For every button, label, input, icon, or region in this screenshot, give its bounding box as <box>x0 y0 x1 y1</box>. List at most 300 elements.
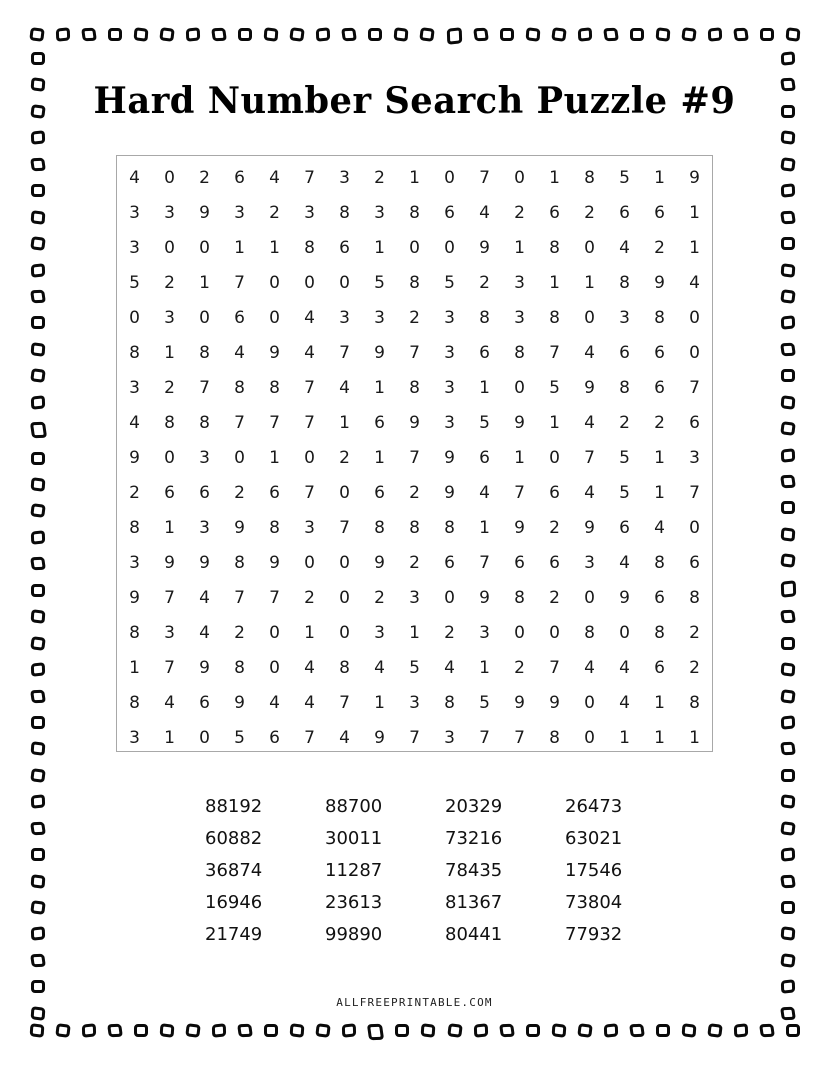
hand-drawn-square-icon <box>447 1023 462 1038</box>
grid-cell: 3 <box>444 727 455 748</box>
hand-drawn-square-icon <box>781 501 795 514</box>
grid-cell: 3 <box>444 412 455 433</box>
grid-cell: 8 <box>409 517 420 538</box>
grid-cell: 4 <box>304 692 315 713</box>
grid-cell: 7 <box>689 377 700 398</box>
grid-cell: 7 <box>409 447 420 468</box>
hand-drawn-square-icon <box>316 27 330 41</box>
border-bottom <box>30 1024 800 1042</box>
grid-cell: 6 <box>269 482 280 503</box>
grid-cell: 3 <box>234 202 245 223</box>
hand-drawn-square-icon <box>733 28 749 41</box>
grid-cell: 8 <box>374 517 385 538</box>
grid-cell: 9 <box>584 377 595 398</box>
hand-drawn-square-icon <box>421 1023 436 1038</box>
grid-cell: 4 <box>584 412 595 433</box>
hand-drawn-square-icon <box>629 1024 645 1037</box>
hand-drawn-square-icon <box>30 768 45 783</box>
grid-cell: 0 <box>619 622 630 643</box>
hand-drawn-square-icon <box>781 316 795 330</box>
grid-cell: 8 <box>129 342 140 363</box>
grid-cell: 1 <box>479 657 490 678</box>
hand-drawn-square-icon <box>31 342 46 357</box>
grid-cell: 4 <box>374 657 385 678</box>
grid-cell: 8 <box>409 272 420 293</box>
hand-drawn-square-icon <box>780 421 795 436</box>
grid-cell: 6 <box>619 342 630 363</box>
hand-drawn-square-icon <box>603 28 619 41</box>
word-list-item: 23613 <box>325 892 383 913</box>
hand-drawn-square-icon <box>264 27 279 42</box>
word-list-item: 77932 <box>565 924 623 945</box>
grid-cell: 8 <box>654 307 665 328</box>
grid-cell: 6 <box>164 482 175 503</box>
grid-cell: 4 <box>479 482 490 503</box>
hand-drawn-square-icon <box>780 157 795 172</box>
hand-drawn-square-icon <box>186 27 200 41</box>
grid-cell: 0 <box>584 587 595 608</box>
hand-drawn-square-icon <box>30 368 45 383</box>
grid-cell: 8 <box>444 692 455 713</box>
hand-drawn-square-icon <box>473 1023 487 1037</box>
grid-cell: 9 <box>269 342 280 363</box>
grid-cell: 0 <box>164 237 175 258</box>
grid-cell: 2 <box>514 202 525 223</box>
grid-cell: 7 <box>199 377 210 398</box>
grid-cell: 3 <box>409 587 420 608</box>
hand-drawn-square-icon <box>603 1023 617 1037</box>
grid-cell: 4 <box>619 692 630 713</box>
grid-cell: 3 <box>689 447 700 468</box>
grid-cell: 0 <box>164 447 175 468</box>
hand-drawn-square-icon <box>30 504 45 519</box>
grid-cell: 1 <box>479 377 490 398</box>
grid-cell: 6 <box>654 657 665 678</box>
grid-cell: 8 <box>339 657 350 678</box>
grid-cell: 8 <box>339 202 350 223</box>
grid-cell: 3 <box>339 307 350 328</box>
grid-cell: 6 <box>234 167 245 188</box>
hand-drawn-square-icon <box>367 1024 384 1040</box>
grid-cell: 9 <box>514 692 525 713</box>
grid-cell: 7 <box>304 482 315 503</box>
hand-drawn-square-icon <box>31 210 46 225</box>
hand-drawn-square-icon <box>780 554 795 569</box>
border-left <box>31 52 49 1020</box>
grid-cell: 2 <box>164 377 175 398</box>
grid-cell: 7 <box>304 412 315 433</box>
grid-cell: 2 <box>654 237 665 258</box>
grid-cell: 4 <box>584 482 595 503</box>
grid-cell: 2 <box>549 517 560 538</box>
grid-cell: 6 <box>619 517 630 538</box>
grid-cell: 9 <box>654 272 665 293</box>
hand-drawn-square-icon <box>237 1024 253 1037</box>
grid-cell: 8 <box>654 552 665 573</box>
hand-drawn-square-icon <box>420 27 435 42</box>
grid-cell: 0 <box>584 727 595 748</box>
grid-cell: 3 <box>339 167 350 188</box>
grid-cell: 2 <box>409 307 420 328</box>
grid-cell: 8 <box>619 377 630 398</box>
grid-cell: 0 <box>339 622 350 643</box>
hand-drawn-square-icon <box>31 530 45 544</box>
grid-cell: 5 <box>129 272 140 293</box>
hand-drawn-square-icon <box>760 28 774 41</box>
hand-drawn-square-icon <box>29 27 44 42</box>
hand-drawn-square-icon <box>341 28 357 41</box>
hand-drawn-square-icon <box>30 158 46 171</box>
grid-cell: 2 <box>409 482 420 503</box>
hand-drawn-square-icon <box>342 1023 356 1037</box>
word-list-item: 73804 <box>565 892 623 913</box>
hand-drawn-square-icon <box>31 316 45 329</box>
hand-drawn-square-icon <box>781 395 796 410</box>
grid-cell: 6 <box>654 342 665 363</box>
hand-drawn-square-icon <box>781 527 796 542</box>
grid-cell: 6 <box>654 587 665 608</box>
hand-drawn-square-icon <box>707 1023 722 1038</box>
grid-cell: 3 <box>304 202 315 223</box>
grid-cell: 2 <box>234 622 245 643</box>
hand-drawn-square-icon <box>780 289 795 304</box>
word-list-item: 17546 <box>565 860 623 881</box>
grid-cell: 0 <box>269 272 280 293</box>
grid-cell: 7 <box>409 342 420 363</box>
number-grid-box <box>116 155 713 752</box>
grid-cell: 2 <box>689 657 700 678</box>
hand-drawn-square-icon <box>655 27 670 42</box>
grid-cell: 6 <box>654 377 665 398</box>
hand-drawn-square-icon <box>734 1023 748 1037</box>
grid-cell: 8 <box>689 587 700 608</box>
grid-cell: 3 <box>374 307 385 328</box>
grid-cell: 7 <box>479 167 490 188</box>
grid-cell: 0 <box>584 307 595 328</box>
hand-drawn-square-icon <box>31 716 45 729</box>
grid-cell: 8 <box>409 377 420 398</box>
grid-cell: 7 <box>409 727 420 748</box>
grid-cell: 4 <box>619 552 630 573</box>
hand-drawn-square-icon <box>31 848 45 861</box>
number-grid <box>117 160 712 755</box>
grid-cell: 7 <box>164 587 175 608</box>
grid-cell: 0 <box>199 237 210 258</box>
grid-cell: 9 <box>409 412 420 433</box>
grid-cell: 8 <box>129 622 140 643</box>
word-list-item: 63021 <box>565 828 623 849</box>
grid-cell: 1 <box>549 272 560 293</box>
grid-cell: 6 <box>374 482 385 503</box>
grid-cell: 3 <box>164 307 175 328</box>
grid-cell: 8 <box>479 307 490 328</box>
hand-drawn-square-icon <box>780 610 796 623</box>
grid-cell: 0 <box>584 692 595 713</box>
grid-cell: 9 <box>374 342 385 363</box>
grid-cell: 0 <box>514 167 525 188</box>
grid-cell: 2 <box>409 552 420 573</box>
grid-cell: 5 <box>479 412 490 433</box>
grid-cell: 4 <box>584 657 595 678</box>
grid-cell: 8 <box>164 412 175 433</box>
grid-cell: 9 <box>619 587 630 608</box>
grid-cell: 5 <box>619 447 630 468</box>
grid-cell: 5 <box>409 657 420 678</box>
grid-cell: 3 <box>374 202 385 223</box>
hand-drawn-square-icon <box>30 290 46 303</box>
grid-cell: 2 <box>129 482 140 503</box>
grid-cell: 4 <box>304 307 315 328</box>
grid-cell: 1 <box>374 237 385 258</box>
grid-cell: 7 <box>234 412 245 433</box>
grid-cell: 6 <box>689 412 700 433</box>
hand-drawn-square-icon <box>780 874 796 887</box>
grid-cell: 7 <box>514 482 525 503</box>
grid-cell: 3 <box>444 377 455 398</box>
grid-cell: 1 <box>269 447 280 468</box>
grid-cell: 7 <box>339 692 350 713</box>
word-list-item: 80441 <box>445 924 503 945</box>
grid-cell: 1 <box>374 377 385 398</box>
grid-cell: 1 <box>339 412 350 433</box>
hand-drawn-square-icon <box>786 1024 800 1037</box>
grid-cell: 4 <box>199 587 210 608</box>
grid-cell: 7 <box>304 167 315 188</box>
hand-drawn-square-icon <box>30 689 46 702</box>
hand-drawn-square-icon <box>264 1024 278 1037</box>
word-list-item: 36874 <box>205 860 263 881</box>
grid-cell: 0 <box>164 167 175 188</box>
grid-cell: 7 <box>549 657 560 678</box>
hand-drawn-square-icon <box>781 580 796 598</box>
grid-cell: 2 <box>689 622 700 643</box>
grid-cell: 6 <box>654 202 665 223</box>
hand-drawn-square-icon <box>107 1024 123 1037</box>
hand-drawn-square-icon <box>30 636 45 651</box>
grid-cell: 5 <box>619 482 630 503</box>
grid-cell: 2 <box>374 587 385 608</box>
grid-cell: 0 <box>339 587 350 608</box>
hand-drawn-square-icon <box>394 27 409 42</box>
hand-drawn-square-icon <box>781 847 795 861</box>
grid-cell: 1 <box>689 727 700 748</box>
hand-drawn-square-icon <box>781 183 795 197</box>
grid-cell: 6 <box>549 482 560 503</box>
grid-cell: 4 <box>129 167 140 188</box>
hand-drawn-square-icon <box>31 452 45 465</box>
grid-cell: 1 <box>164 517 175 538</box>
grid-cell: 2 <box>199 167 210 188</box>
grid-cell: 3 <box>444 342 455 363</box>
grid-cell: 7 <box>689 482 700 503</box>
grid-cell: 2 <box>164 272 175 293</box>
grid-cell: 0 <box>234 447 245 468</box>
word-list-item: 88700 <box>325 796 383 817</box>
grid-cell: 9 <box>444 482 455 503</box>
grid-cell: 3 <box>444 307 455 328</box>
grid-cell: 6 <box>374 412 385 433</box>
grid-cell: 1 <box>584 272 595 293</box>
grid-cell: 3 <box>164 622 175 643</box>
grid-cell: 8 <box>129 692 140 713</box>
grid-cell: 4 <box>339 727 350 748</box>
grid-cell: 6 <box>479 342 490 363</box>
hand-drawn-square-icon <box>781 662 796 677</box>
grid-cell: 7 <box>339 517 350 538</box>
grid-cell: 0 <box>514 622 525 643</box>
grid-cell: 3 <box>479 622 490 643</box>
grid-cell: 0 <box>549 447 560 468</box>
grid-cell: 1 <box>654 482 665 503</box>
grid-cell: 8 <box>549 237 560 258</box>
hand-drawn-square-icon <box>551 27 566 42</box>
grid-cell: 1 <box>689 237 700 258</box>
grid-cell: 1 <box>549 412 560 433</box>
hand-drawn-square-icon <box>30 900 45 915</box>
grid-cell: 7 <box>269 587 280 608</box>
hand-drawn-square-icon <box>31 131 45 145</box>
grid-cell: 1 <box>619 727 630 748</box>
grid-cell: 3 <box>409 692 420 713</box>
grid-cell: 7 <box>234 587 245 608</box>
grid-cell: 8 <box>514 587 525 608</box>
hand-drawn-square-icon <box>526 1024 540 1037</box>
hand-drawn-square-icon <box>781 794 796 809</box>
grid-cell: 8 <box>199 412 210 433</box>
hand-drawn-square-icon <box>500 28 514 41</box>
puzzle-title: Hard Number Search Puzzle #9 <box>93 80 736 122</box>
hand-drawn-square-icon <box>551 1023 566 1038</box>
border-right <box>781 52 799 1020</box>
word-list-item: 78435 <box>445 860 503 881</box>
grid-cell: 3 <box>619 307 630 328</box>
grid-cell: 9 <box>164 552 175 573</box>
grid-cell: 4 <box>689 272 700 293</box>
grid-cell: 2 <box>374 167 385 188</box>
grid-cell: 3 <box>129 552 140 573</box>
grid-cell: 2 <box>479 272 490 293</box>
grid-cell: 8 <box>654 622 665 643</box>
grid-cell: 3 <box>514 307 525 328</box>
grid-cell: 1 <box>689 202 700 223</box>
word-list-item: 60882 <box>205 828 263 849</box>
grid-cell: 1 <box>164 342 175 363</box>
grid-cell: 6 <box>339 237 350 258</box>
grid-cell: 8 <box>689 692 700 713</box>
grid-cell: 2 <box>654 412 665 433</box>
grid-cell: 9 <box>514 412 525 433</box>
word-list-item: 26473 <box>565 796 623 817</box>
grid-cell: 0 <box>444 167 455 188</box>
grid-cell: 2 <box>444 622 455 643</box>
hand-drawn-square-icon <box>781 369 795 382</box>
hand-drawn-square-icon <box>160 1023 175 1038</box>
grid-cell: 7 <box>479 727 490 748</box>
grid-cell: 1 <box>164 727 175 748</box>
grid-cell: 9 <box>199 657 210 678</box>
grid-cell: 0 <box>304 552 315 573</box>
hand-drawn-square-icon <box>446 27 461 45</box>
grid-cell: 1 <box>199 272 210 293</box>
grid-cell: 4 <box>444 657 455 678</box>
grid-cell: 8 <box>234 552 245 573</box>
grid-cell: 4 <box>234 342 245 363</box>
grid-cell: 0 <box>409 237 420 258</box>
hand-drawn-square-icon <box>31 662 45 676</box>
grid-cell: 7 <box>164 657 175 678</box>
hand-drawn-square-icon <box>31 609 46 624</box>
word-list-item: 16946 <box>205 892 263 913</box>
hand-drawn-square-icon <box>781 51 795 65</box>
hand-drawn-square-icon <box>785 27 800 42</box>
grid-cell: 1 <box>514 237 525 258</box>
word-list-item: 21749 <box>205 924 263 945</box>
grid-cell: 6 <box>234 307 245 328</box>
grid-cell: 8 <box>514 342 525 363</box>
grid-cell: 1 <box>549 167 560 188</box>
grid-cell: 0 <box>689 517 700 538</box>
grid-cell: 3 <box>129 727 140 748</box>
hand-drawn-square-icon <box>212 1023 226 1037</box>
hand-drawn-square-icon <box>781 263 796 278</box>
hand-drawn-square-icon <box>395 1024 409 1037</box>
grid-cell: 4 <box>269 692 280 713</box>
hand-drawn-square-icon <box>185 1023 200 1038</box>
grid-cell: 1 <box>479 517 490 538</box>
grid-cell: 8 <box>549 727 560 748</box>
grid-cell: 4 <box>654 517 665 538</box>
grid-cell: 5 <box>549 377 560 398</box>
grid-cell: 9 <box>689 167 700 188</box>
grid-cell: 7 <box>584 447 595 468</box>
hand-drawn-square-icon <box>31 52 45 65</box>
grid-cell: 6 <box>444 552 455 573</box>
site-footer: ALLFREEPRINTABLE.COM <box>336 996 493 1009</box>
hand-drawn-square-icon <box>780 742 796 755</box>
hand-drawn-square-icon <box>780 475 796 488</box>
grid-cell: 6 <box>199 482 210 503</box>
hand-drawn-square-icon <box>31 584 45 597</box>
grid-cell: 8 <box>129 517 140 538</box>
grid-cell: 6 <box>444 202 455 223</box>
hand-drawn-square-icon <box>30 422 47 438</box>
hand-drawn-square-icon <box>30 236 45 251</box>
grid-cell: 3 <box>129 202 140 223</box>
grid-cell: 1 <box>654 692 665 713</box>
grid-cell: 0 <box>444 237 455 258</box>
grid-cell: 1 <box>409 167 420 188</box>
grid-cell: 8 <box>269 377 280 398</box>
grid-cell: 3 <box>374 622 385 643</box>
hand-drawn-square-icon <box>134 1024 148 1037</box>
hand-drawn-square-icon <box>577 1023 592 1038</box>
word-list-item: 88192 <box>205 796 263 817</box>
hand-drawn-square-icon <box>211 28 227 41</box>
hand-drawn-square-icon <box>31 184 45 197</box>
grid-cell: 1 <box>269 237 280 258</box>
hand-drawn-square-icon <box>781 769 795 782</box>
hand-drawn-square-icon <box>525 27 540 42</box>
grid-cell: 1 <box>234 237 245 258</box>
grid-cell: 4 <box>304 342 315 363</box>
grid-cell: 0 <box>689 307 700 328</box>
hand-drawn-square-icon <box>159 27 174 42</box>
hand-drawn-square-icon <box>31 742 46 757</box>
grid-cell: 9 <box>374 552 385 573</box>
word-list-item: 73216 <box>445 828 503 849</box>
hand-drawn-square-icon <box>30 557 46 570</box>
grid-cell: 4 <box>339 377 350 398</box>
